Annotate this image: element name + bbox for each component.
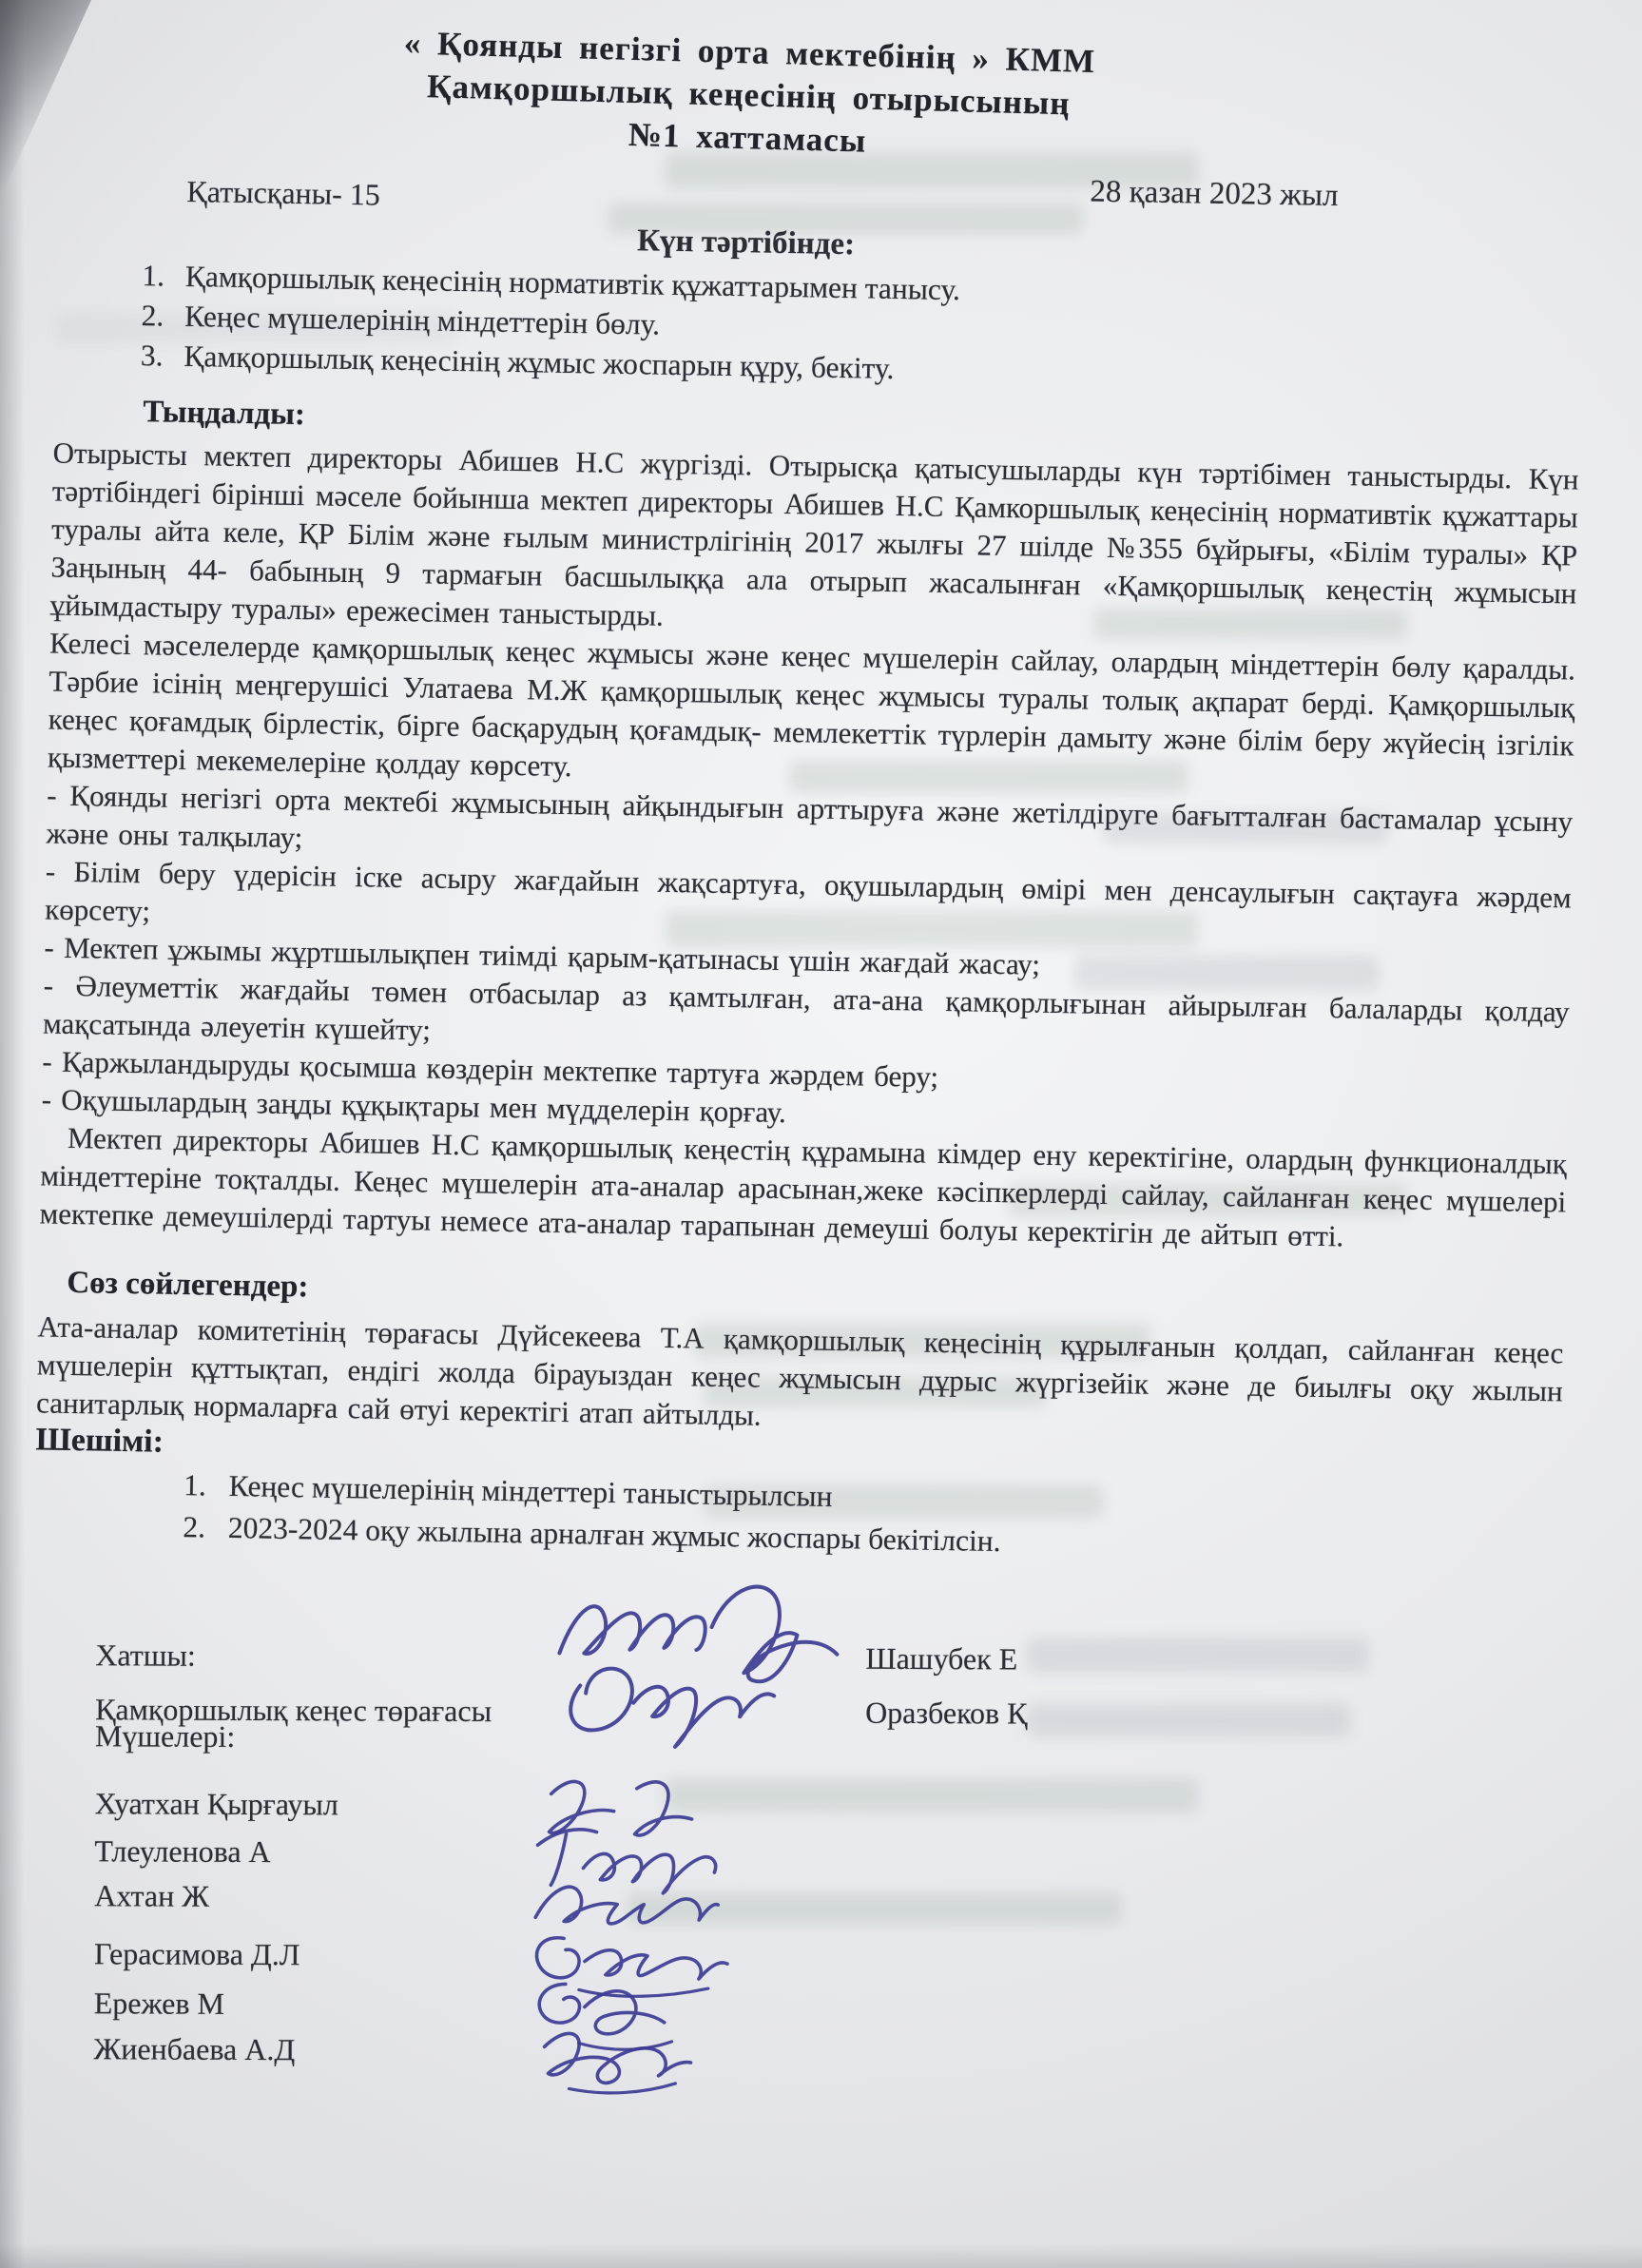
agenda-item: 3. Қамқоршылық кеңесінің жұмыс жоспарын құру, бекіту. — [170, 337, 1581, 401]
member-name: Ахтан Ж — [94, 1877, 210, 1913]
agenda-list — [54, 255, 1582, 401]
document-title-line-3: №1 хаттамасы — [628, 115, 867, 160]
attendance-count: Қатысқаны- 15 — [186, 173, 381, 212]
member-row — [31, 1908, 1557, 1971]
member-name: Хуатхан Қырғауыл — [94, 1785, 338, 1821]
heard-heading: Тыңдалды: — [143, 395, 306, 433]
document-date: 28 қазан 2023 жыл — [1090, 174, 1339, 214]
agenda-heading: Күн тәртібінде: — [636, 223, 856, 262]
document-header — [58, 12, 1439, 178]
signature-zhienbaeva-icon — [521, 2014, 702, 2099]
member-name: Тлеуленова А — [94, 1832, 271, 1869]
task-bullet: - Оқушылардың заңды құқықтары мен мүдделерін қорғау. — [41, 1082, 787, 1130]
task-bullet: - Қоянды негізгі орта мектебі жұмысының айқындығын арттыруға және жетілдіруге бағытталған бастамалар ұсыну және оны талқылау; — [46, 778, 1574, 855]
member-name: Герасимова Д.Л — [93, 1935, 300, 1971]
agenda-item: 1. Қамқоршылық кеңесінің нормативтік құжаттарымен танысу. — [172, 257, 1583, 321]
chairman-name: Оразбеков Қ — [865, 1695, 1028, 1731]
decision-item: 1. Кеңес мүшелерінің міндеттері таныстырылсын — [213, 1465, 1561, 1531]
document-title-line-1: « Қоянды негізгі орта мектебінің » КММ — [403, 24, 1096, 81]
task-bullet: - Мектеп ұжымы жұртшылықпен тиімді қарым-қатынасы үшін жағдай жасау; — [44, 930, 1041, 981]
secretary-label: Хатшы: — [95, 1637, 196, 1673]
page-edge-shadow-bottom — [0, 2243, 1642, 2268]
heard-paragraph-1: Отырысты мектеп директоры Абишев Н.С жүргізді. Отырысқа қатысушыларды күн тәртібімен таныстырды. Күн тәртібіндегі бірінші мәселе бойынша мектеп директоры Абишев Н.С Қамкоршылық кеңесінің нормативтік құжаттары туралы айта келе, ҚР Білім және ғылым министрлігінің 2017 жылғы 27 шілде №355 бұйрығы, «Білім туралы» ҚР Заңының 44- бабының 9 тармағын басшылыққа ала отырып жасалынған «Қамқоршылық кеңестің жұмысын ұйымдастыру туралы» ережесімен таныстырды. — [49, 436, 1579, 632]
signature-orazbekov-icon — [551, 1643, 780, 1749]
members-heading: Мүшелері: — [94, 1717, 236, 1754]
speakers-heading: Сөз сөйлегендер: — [67, 1265, 309, 1305]
heard-paragraph-2: Келесі мәселелерде қамқоршылық кеңес жұмысы және кеңес мүшелерін сайлау, олардың міндеттерін бөлу қаралды. Тәрбие ісінің меңгерушісі Улатаева М.Ж қамқоршылық кеңес жұмысы туралы толық ақпарат берді. Қамқоршылық кеңес қоғамдық бірлестік, бірге басқарудың қоғамдық- мемлекеттік түрлерін дамыту және білім беру жүйесің ізгілік қызметтері мекемелеріне қолдау көрсету. — [47, 626, 1576, 784]
task-bullet: - Әлеуметтік жағдайы төмен отбасылар аз қамтылған, ата-ана қамқорлығынан айырылған балаларды қолдау мақсатында әлеуетін күшейту; — [42, 968, 1570, 1047]
task-bullet: - Білім беру үдерісін іске асыру жағдайын жақсартуға, оқушылардың өмірі мен денсаулығын сақтауға жәрдем көрсету; — [44, 854, 1573, 928]
speakers-paragraph: Ата-аналар комитетінің төрағасы Дүйсекеева Т.А қамқоршылық кеңесінің құрылғанын қолдап, сайланған кеңес мүшелерін құттықтап, ендігі жолда бірауыздан кеңес жұмысын дұрыс жүргізейік және де биылғы оқу жылын санитарлық нормаларға сай өтуі керектігі атап айтылды. — [35, 1309, 1564, 1432]
signatures-section — [31, 1598, 1559, 2066]
member-name: Жиенбаева А.Д — [93, 2030, 296, 2066]
heard-closing-paragraph: Мектеп директоры Абишев Н.С қамқоршылық кеңестің құрамына кімдер ену керектігіне, олардың функционалдық міндеттеріне тоқталды. Кеңес мүшелерін ата-аналар арасынан,жеке кәсіпкерлерді сайлау, сайланған кеңес мүшелері мектепке демеушілерді тартуы немесе ата-аналар тарапынан демеуші болуы керектігін де айтып өтті. — [39, 1120, 1568, 1253]
document-title-line-2: Қамқоршылық кеңесінің отырысының — [426, 68, 1071, 123]
task-bullet: - Қаржыландыруды қосымша көздерін мектепке тартуға жәрдем беру; — [42, 1044, 939, 1094]
secretary-row — [32, 1598, 1558, 1676]
agenda-item: 2. Кеңес мүшелерінің міндеттерін бөлу. — [171, 297, 1582, 361]
decision-item: 2. 2023-2024 оқу жылына арналған жұмыс жоспары бекітілсін. — [213, 1507, 1561, 1573]
member-name: Ережев М — [93, 1985, 225, 2021]
member-row — [32, 1759, 1558, 1821]
secretary-name: Шашубек Е — [865, 1640, 1018, 1676]
chairman-label: Қамқоршылық кеңес төрағасы — [95, 1691, 493, 1728]
decision-heading: Шешімі: — [35, 1422, 164, 1460]
